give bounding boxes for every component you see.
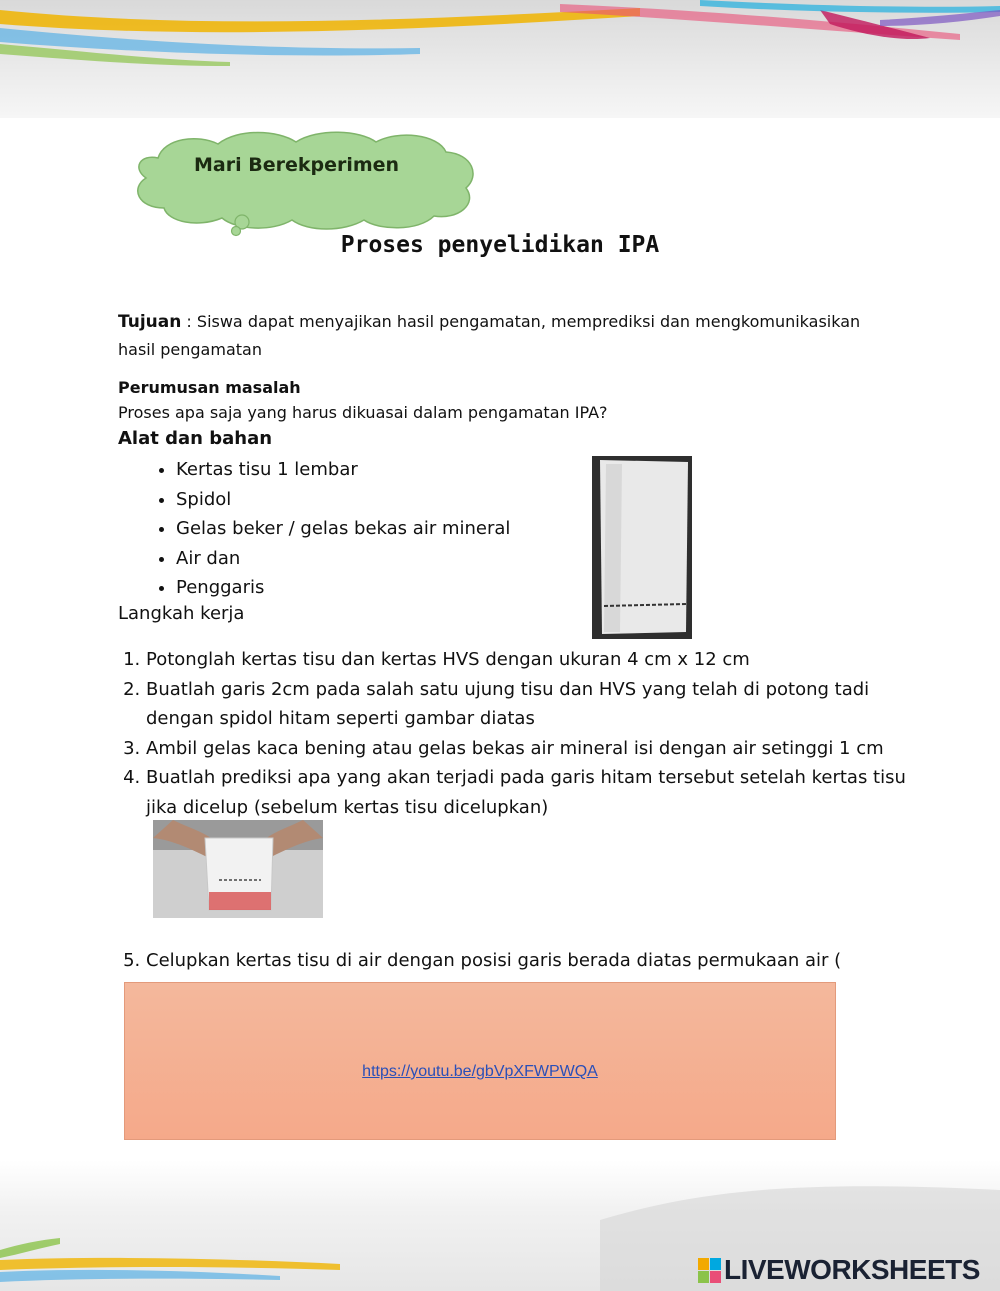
tools-list (118, 455, 576, 603)
header-swoosh-graphic (0, 0, 1000, 118)
list-item: 1. Potonglah kertas tisu dan kertas HVS dengan ukuran 4 cm x 12 cm (146, 645, 906, 675)
tissue-paper-image (592, 456, 692, 639)
list-item: • Penggaris (176, 573, 576, 603)
list-item: 3. Ambil gelas kaca bening atau gelas bekas air mineral isi dengan air setinggi 1 cm (146, 734, 906, 764)
video-link-box (124, 982, 836, 1140)
problem-heading: Perumusan masalah (118, 378, 301, 397)
objective-label: Tujuan (118, 312, 182, 332)
header-decoration (0, 0, 1000, 118)
list-item: • Kertas tisu 1 lembar (176, 455, 576, 485)
tools-heading: Alat dan bahan (118, 428, 273, 449)
beaker-photo (153, 820, 323, 918)
list-item: • Gelas beker / gelas bekas air mineral (176, 514, 576, 544)
page-title: Proses penyelidikan IPA (340, 232, 660, 258)
list-item: • Air dan (176, 544, 576, 574)
objective-paragraph (118, 308, 878, 364)
list-item: 5. Celupkan kertas tisu di air dengan posisi garis berada diatas permukaan air ( (146, 946, 906, 1005)
steps-heading: Langkah kerja (118, 603, 245, 624)
objective-separator: : (181, 312, 197, 331)
problem-question: Proses apa saja yang harus dikuasai dalam pengamatan IPA? (118, 403, 608, 422)
bubble-label: Mari Berekperimen (194, 154, 400, 176)
liveworksheets-logo-icon (698, 1258, 722, 1288)
list-item: 4. Buatlah prediksi apa yang akan terjadi pada garis hitam tersebut setelah kertas tisu jika dicelup (sebelum kertas tisu dicelupkan) (146, 763, 906, 822)
list-item: • Spidol (176, 485, 576, 515)
brand-name: LIVEWORKSHEETS (724, 1254, 980, 1285)
thought-bubble (128, 128, 483, 240)
list-item: 2. Buatlah garis 2cm pada salah satu ujung tisu dan HVS yang telah di potong tadi dengan spidol hitam seperti gambar diatas (146, 675, 906, 734)
objective-text: Siswa dapat menyajikan hasil pengamatan, memprediksi dan mengkomunikasikan hasil pengamatan (118, 312, 861, 359)
video-link[interactable]: https://youtu.be/gbVpXFWPWQA (362, 1063, 598, 1080)
